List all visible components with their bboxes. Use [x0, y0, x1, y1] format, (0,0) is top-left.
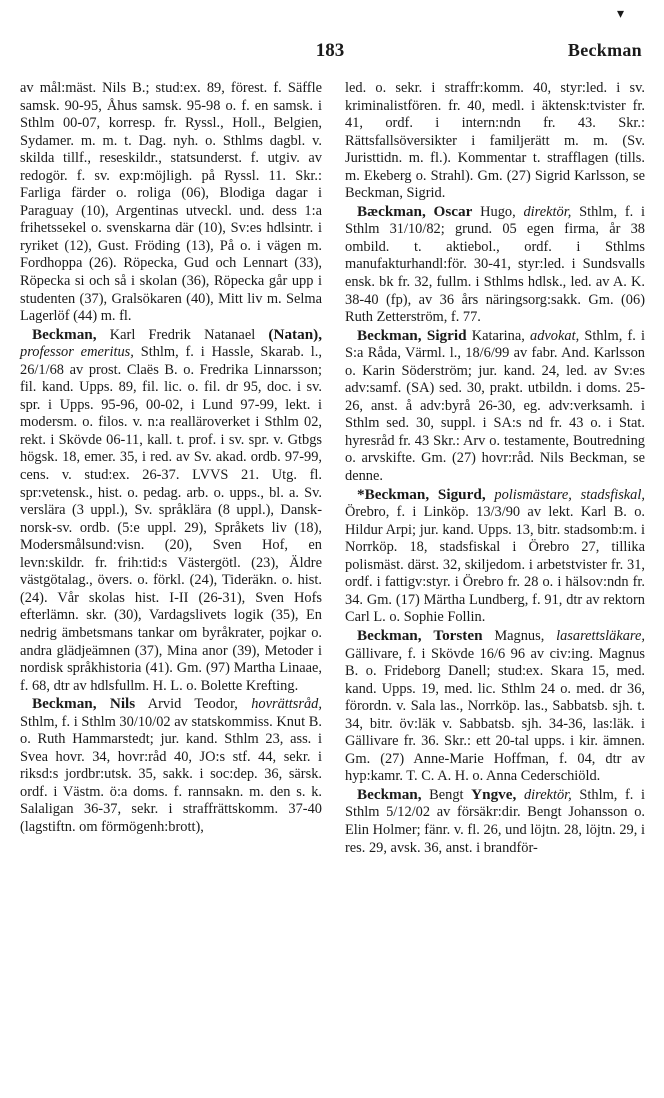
entry-title: professor emeritus, — [20, 344, 134, 361]
corner-mark: ▾ — [616, 7, 624, 22]
entry-sigrid-beckman — [345, 327, 645, 486]
page-number: 183 — [315, 40, 345, 61]
entry-text: led. o. sekr. i straffr:komm. 40, styr:led. i sv. kriminalistfören. fr. 40, medl. i äktensk:tvister fr. 41, ordf. i intern:ndn fr. 43. Skr.: Rättsfallsöversikter i familjerätt m. m. (Sv. Juristtidn. m. fl.). Kommentar t. strafflagen (tills. m. Ekeberg o. Strahl). Gm. (27) Sigrid Karlsson, se Beckman, Sigrid. — [345, 80, 645, 202]
entry-headword: *Beckman, — [357, 485, 430, 503]
entry-given-names: Magnus, — [494, 627, 545, 644]
entry-oscar-baeckman — [345, 203, 645, 327]
entry-title: lasarettsläkare, — [556, 627, 645, 644]
entry-title: direktör, — [523, 786, 572, 803]
right-column — [345, 80, 645, 857]
entry-given-names: Arvid Teodor, — [147, 696, 238, 713]
entry-text: Örebro, f. i Linköp. 13/3/90 av lekt. Karl B. o. Hildur Arpi; jur. kand. Upps. 13, bitr. stadsomb:m. i Norrköp. 18, stadsfiskal i Örebro 27, tillika polismäst. därst. 32, skiljedom. i arbetstvister fr. 31, ordf. i fattigv:styr. i Örebro fr. 28 o. i hälsov:ndn fr. 34. Gm. (17) Märtha Lundberg, f. 91, dtr av rektorn Carl L. o. Sophie Follin. — [345, 504, 645, 626]
entry-continuation — [20, 80, 322, 326]
entry-continuation — [345, 80, 645, 203]
entry-call-name: Nils — [109, 695, 136, 713]
entry-text: Sthlm, f. i Hassle, Skarab. l., 26/1/68 av prost. Claës B. o. Fredrika Linnarsson; fil. kand. Upps. 89, fil. lic. o. fil. dr 95, doc. i sv. spr. i Upps. 95-96, 00-02, i Lund 97-99, lekt. i modersm. o. filos. v. n:a realläroverket i Sthlm 02, rekt. i Skövde 06-11, kall. t. prof. i sv. spr. v. Gtbgs högsk. 18, emer. 35, i red. av Sv. akad. ordb. 97-99, cens. v. stud:ex. 26-37. LVVS 21. Utg. fl. spr:vetensk., hist. o. pedag. arb. o. upps., bl. a. Sv. verslära (3 uppl.), Sv. språklära (8 uppl.), Dansk-norsk-sv. ordb. (5:e uppl. 29), Språkets liv (18), Modersmålsund:visn. (20), Sven Hof, en levn:skildr. fr. frih:tid:s Västergötl. (23), Äldre västgötalag., övers. o. förkl. (24), Tideräkn. o. hist. (24). Vår skolas hist. I-II (26-31), Sven Hofs efterlämn. skr. (30), Vardagslivets logik (35), En nedrig ämbetsmans tankar om byråkrater, pojkar o. andra glädjeämnen (37), Mina anor (39), Metoder i nordisk språkhistoria (41). Gm. (97) Martha Linaae, f. 68, dtr av hdlsfullm. H. L. o. Bolette Krefting. — [20, 344, 322, 694]
entry-call-name: Yngve, — [471, 785, 517, 803]
entry-headword: Beckman, — [357, 626, 422, 644]
entry-headword: Beckman, — [32, 695, 97, 713]
entry-title: advokat, — [530, 327, 580, 344]
entry-natan-beckman — [20, 326, 322, 695]
entry-text: Sthlm, f. i Sthlm 5/12/02 av försäkr:dir. Bengt Johansson o. Elin Holmer; fänr. v. fl. 26, und löjtn. 28, löjtn. 29, i res. 29, avsk. 36, anst. i brandför- — [345, 786, 646, 856]
entry-headword: Beckman, — [357, 785, 422, 803]
left-column — [20, 80, 322, 837]
running-head: Beckman — [567, 40, 642, 60]
entry-bengt-beckman — [345, 786, 645, 857]
entry-text: Sthlm, f. i Sthlm 31/10/82; grund. 05 egen firma, år 38 ombild. t. aktiebol., ordf. i Sthlms manufakturhandl:för. 30-41, styr:led. i Sundsvalls ensk. bk fr. 32, fullm. i Sthlms hdlsk., led. av A. K. 38-40 (fp), av 36 års näringsorg:sakk. Gm. (06) Ruth Zetterström, f. 77. — [345, 203, 645, 326]
entry-call-name: (Natan), — [268, 325, 322, 343]
entry-title: direktör, — [523, 203, 572, 220]
entry-sigurd-beckman — [345, 486, 645, 627]
entry-given-names: Bengt — [429, 786, 464, 803]
entry-text: Sthlm, f. i S:a Råda, Värml. l., 18/6/99 av fabr. And. Karlsson o. Karin Söderström; jur. kand. 24, led. av Sv:es adv:samf. (SA) sed. 30, prakt. utbildn. i doms. 25-26, anst. å adv:byrå 26-30, eg. adv:verksamh. i Sthlm sed. 30, suppl. i SA:s nd fr. 43 o. i Stat. hyresråd fr. 43 Skr.: Arv o. testamente, Boutredning o. arvskifte. Gm. (27) hovr:råd. Nils Beckman, se denne. — [345, 327, 645, 485]
entry-torsten-beckman — [345, 627, 645, 786]
entry-given-names: Karl Fredrik Natanael — [109, 326, 256, 343]
entry-text: av mål:mäst. Nils B.; stud:ex. 89, förest. f. Säffle samsk. 90-95, Åhus samsk. 95-98 o. f. en samsk. i Sthlm 00-07, korresp. fr. Ryssl., Holl., Belgien, Sydamer. m. m. t. Dag. nyh. o. Sthlms dagbl. v. skilda tillf., reseskildr., statsunderst. f. utgiv. av redogör. f. sv. exp:möjligh. på Ryssl. 11. Skr.: Farliga färder o. roliga (06), Blodiga dagar i Paraguay (10), Argentinas utveckl. und. dess 1:a frihetssekel o. svenskarna där (10), Sv:es hdlsintr. i ryriket (12), Gust. Fröding (13), På o. i vägen m. Fordhoppa (26). Röpecka, Gud och Lennart (33), Röpecka si och så i skolan (36), Röpecka går upp i studenten (37), Gralsökaren (40), Mitt liv m. Selma Lagerlöf (44) m. fl. — [20, 80, 322, 325]
entry-title: hovrättsråd, — [251, 696, 322, 713]
entry-given-names: Hugo, — [480, 203, 516, 220]
entry-headword: Beckman, — [32, 325, 97, 343]
entry-given-names: Katarina, — [471, 327, 525, 344]
entry-text: Gällivare, f. i Skövde 16/6 96 av civ:ing. Magnus B. o. Frideborg Danell; stud:ex. Skara 15, med. kand. Upps. 19, med. lic. Sthlm 24 o. med. dr 36, förordn. v. Sala las., Norrköp. las., Sabbatsb. sjh. t. 34, bitr. öv:läk v. Sabbatsb. sjh. 34-36, las:läk. i Gällivare fr. 36. Skr.: ett 20-tal upps. i kir. ämnen. Gm. (27) Anne-Marie Hoffman, f. 04, dtr av hyp:kamr. T. C. A. H. o. Anna Cederschiöld. — [345, 645, 645, 785]
entry-nils-beckman — [20, 695, 322, 836]
entry-call-name: Torsten — [433, 626, 483, 644]
entry-text: Sthlm, f. i Sthlm 30/10/02 av statskommiss. Knut B. o. Ruth Hammarstedt; jur. kand. Sthlm 23, ass. i Svea hovr. 34, hovr:råd 40, JO:s stf. 44, sekr. i riksd:s jordbr:utsk. 35, sakk. i soc:dep. 36, särsk. ordf. i Västm. ö:a doms. f. rannsakn. m. den s. k. Salaligan 36-37, sekr. i straffrättskomm. 37-40 (lagstiftn. om förmögenh:brott), — [20, 713, 322, 835]
entry-title: polismästare, stadsfiskal, — [494, 486, 645, 503]
entry-call-name: Sigurd, — [437, 485, 486, 503]
entry-headword: Beckman, Sigrid — [357, 326, 467, 344]
entry-headword: Bæckman, — [357, 202, 426, 220]
entry-call-name: Oscar — [433, 202, 473, 220]
page-header — [18, 40, 642, 68]
